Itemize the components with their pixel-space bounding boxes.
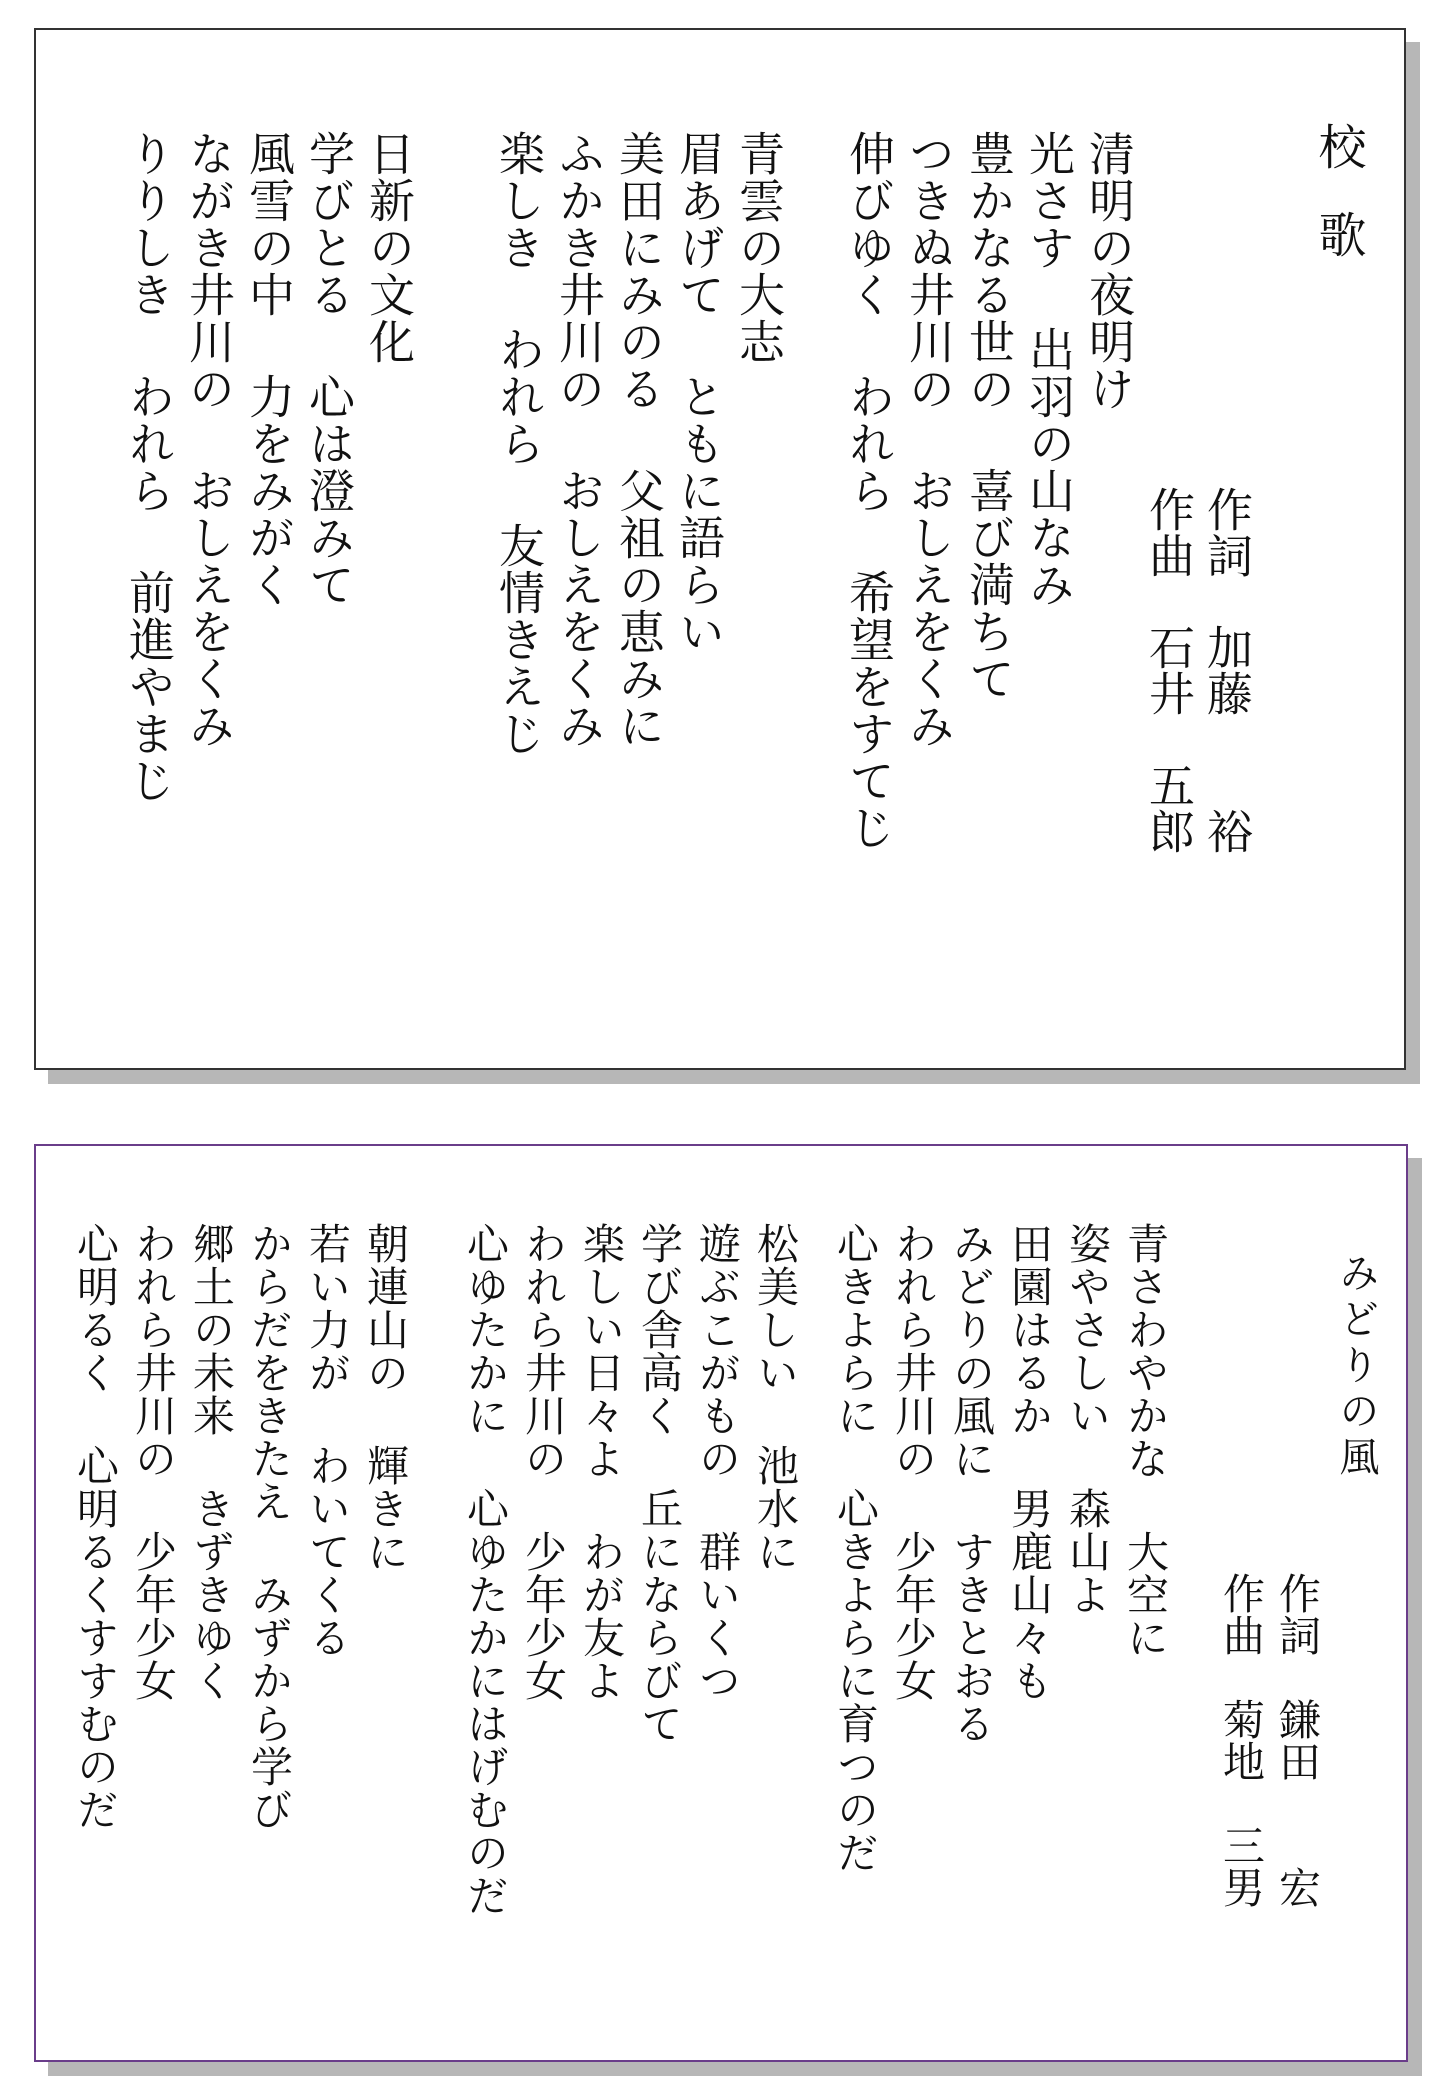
- lyricist-credit: 作詞 鎌田 宏: [1273, 1572, 1322, 1908]
- verse-3-line-2: 学びとる 心は澄みて: [302, 130, 356, 608]
- verse-1-line-1: 青さわやかな 大空に: [1121, 1222, 1170, 1659]
- verse-3-line-2: 若い力が わいてくる: [303, 1222, 352, 1659]
- verse-2-line-5: われら井川の 少年少女: [519, 1222, 568, 1702]
- verse-2-line-5: 楽しき われら 友情きえじ: [492, 130, 546, 757]
- verse-3-line-6: 心明るく 心明るくすすむのだ: [71, 1222, 120, 1831]
- verse-1-line-5: われら井川の 少年少女: [889, 1222, 938, 1702]
- composer-credit: 作曲 石井 五郎: [1142, 486, 1196, 854]
- verse-1-line-2: 姿やさしい 森山よ: [1063, 1222, 1112, 1616]
- song-title: 校歌: [1310, 122, 1366, 298]
- song-card-school-anthem: [34, 28, 1406, 1070]
- verse-2-line-1: 松美しい 池水に: [751, 1222, 800, 1573]
- verse-3-line-1: 日新の文化: [362, 130, 416, 365]
- verse-1-line-3: 田園はるか 男鹿山々も: [1005, 1222, 1054, 1702]
- verse-1-line-6: 心きよらに 心きよらに育つのだ: [831, 1222, 880, 1874]
- verse-1-line-3: 豊かなる世の 喜び満ちて: [962, 130, 1016, 702]
- verse-3-line-3: 風雪の中 力をみがく: [242, 130, 296, 608]
- lyricist-credit: 作詞 加藤 裕: [1200, 486, 1254, 854]
- verse-2-line-3: 美田にみのる 父祖の恵みに: [612, 130, 666, 749]
- verse-2-line-6: 心ゆたかに 心ゆたかにはげむのだ: [461, 1222, 510, 1917]
- verse-3-line-5: われら井川の 少年少女: [129, 1222, 178, 1702]
- verse-2-line-4: 楽しい日々よ わが友よ: [577, 1222, 626, 1702]
- verse-3-line-1: 朝連山の 輝きに: [361, 1222, 410, 1573]
- verse-3-line-4: ながき井川の おしえをくみ: [182, 130, 236, 749]
- verse-3-line-5: りりしき われら 前進やまじ: [122, 130, 176, 804]
- verse-3-line-3: からだをきたえ みずから学び: [245, 1222, 294, 1831]
- song-title: みどりの風: [1333, 1252, 1379, 1482]
- song-card-midori-no-kaze: [34, 1144, 1408, 2062]
- verse-1-line-1: 清明の夜明け: [1082, 130, 1136, 412]
- verse-1-line-4: つきぬ井川の おしえをくみ: [902, 130, 956, 749]
- verse-2-line-4: ふかき井川の おしえをくみ: [552, 130, 606, 749]
- verse-1-line-5: 伸びゆく われら 希望をすてじ: [842, 130, 896, 851]
- composer-credit: 作曲 菊地 三男: [1217, 1572, 1266, 1908]
- verse-2-line-2: 遊ぶこがもの 群いくつ: [693, 1222, 742, 1702]
- verse-2-line-2: 眉あげて ともに語らい: [672, 130, 726, 655]
- verse-2-line-3: 学び舎高く 丘にならびて: [635, 1222, 684, 1745]
- verse-2-line-1: 青雲の大志: [732, 130, 786, 365]
- verse-1-line-2: 光さす 出羽の山なみ: [1022, 130, 1076, 608]
- verse-3-line-4: 郷土の未来 きずきゆく: [187, 1222, 236, 1702]
- verse-1-line-4: みどりの風に すきとおる: [947, 1222, 996, 1745]
